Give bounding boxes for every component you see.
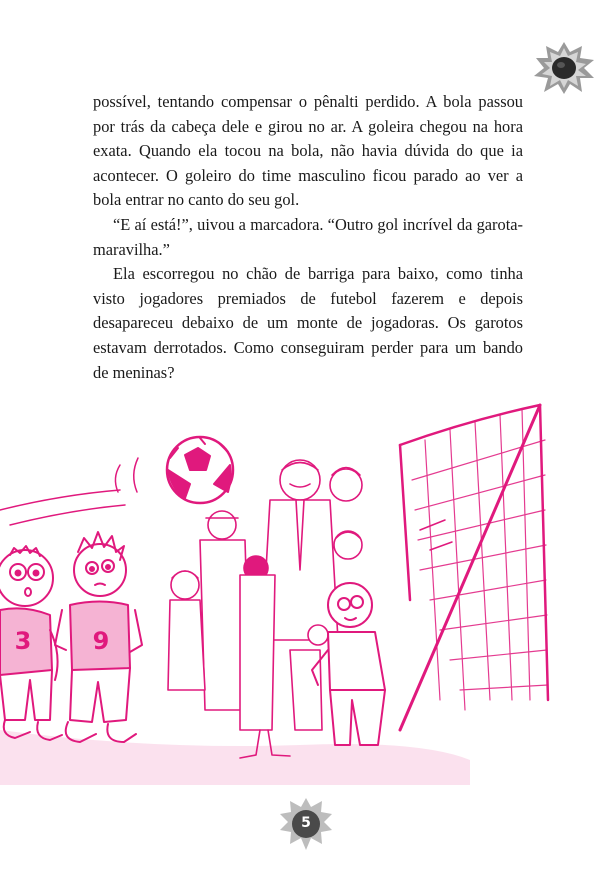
page-number: 5 (301, 815, 311, 831)
paragraph-2: “E aí está!”, uivou a marcadora. “Outro gol incrível da garota-maravilha.” (93, 214, 523, 259)
jersey-number-left: 3 (14, 627, 32, 655)
soccer-ball-icon (167, 437, 233, 503)
paragraph-1: possível, tentando compensar o pênalti perdido. A bola passou por trás da cabeça dele e girou no ar. A goleira chegou na hora exata. Quando ela tocou na bola, não havia dúvida do que ia acontecer. O goleiro do time masculino ficou parado ao ver a bola entrar no canto do seu gol. (93, 92, 523, 210)
bullet-hole-icon (532, 40, 596, 96)
jersey-number-middle: 9 (92, 627, 110, 655)
soccer-scene-illustration (0, 400, 607, 785)
paragraph-3: Ela escorregou no chão de barriga para baixo, como tinha visto jogadores premiados de futebol fazerem e depois desapareceu debaixo de um monte de jogadoras. Os garotos estavam derrotados. Como conseguiram perder para um bando de meninas? (93, 264, 523, 382)
story-text (93, 90, 523, 385)
goal-net-mesh (412, 409, 548, 710)
